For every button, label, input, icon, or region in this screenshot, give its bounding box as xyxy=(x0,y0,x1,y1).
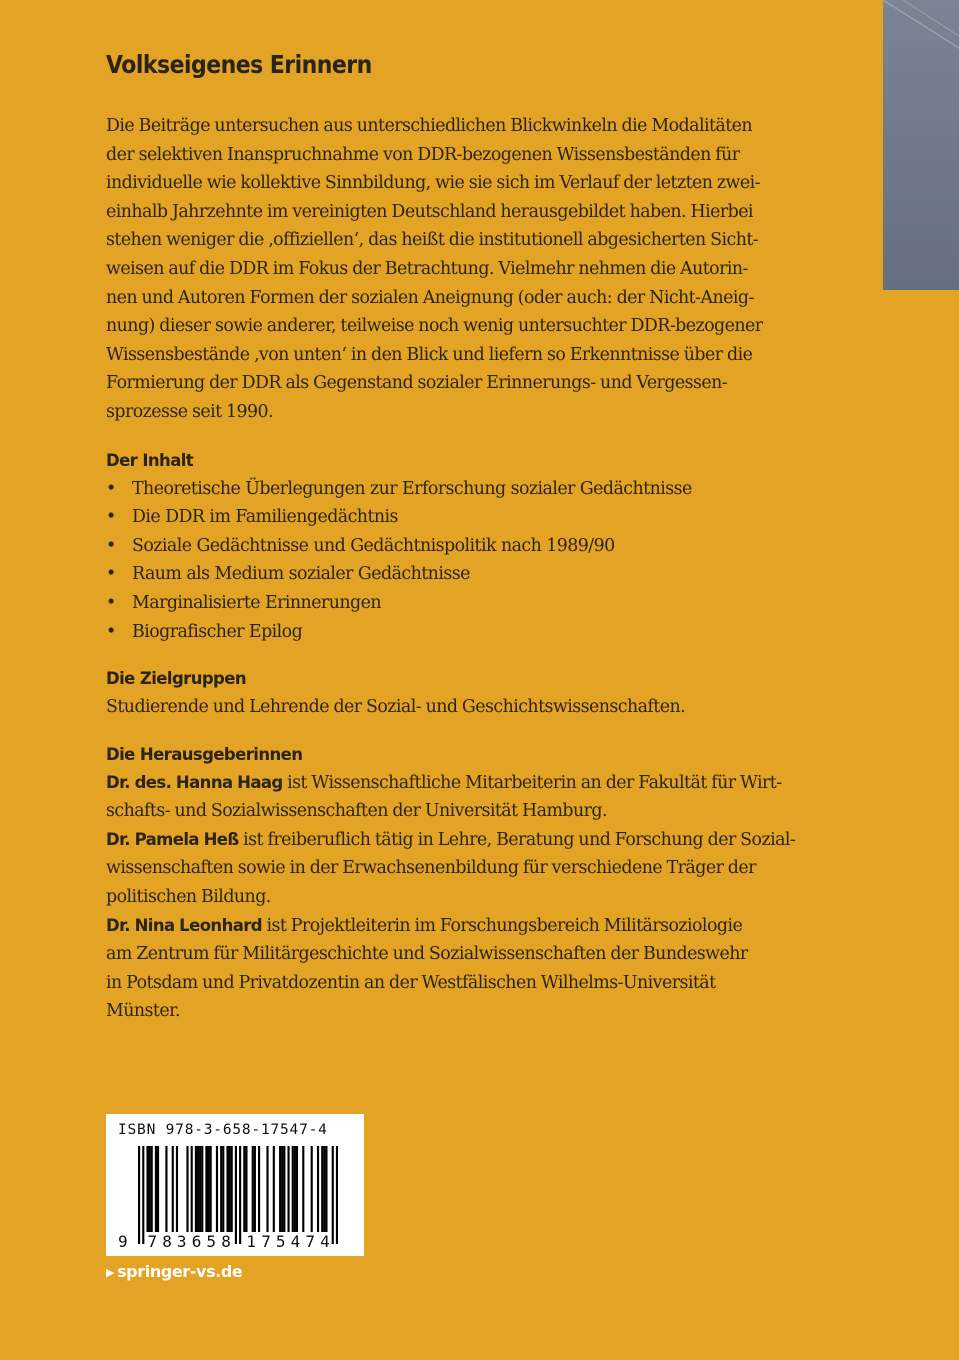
book-title: Volkseigenes Erinnern xyxy=(106,50,372,79)
barcode-bar xyxy=(332,1146,334,1244)
intro-paragraph xyxy=(106,112,818,427)
list-item-text: Soziale Gedächtnisse und Gedächtnispolitik nach 1989/90 xyxy=(132,535,615,556)
ean-digit: 4 xyxy=(290,1232,301,1251)
bullet-icon: • xyxy=(106,621,116,642)
barcode-bar xyxy=(321,1146,323,1232)
intro-line: Die Beiträge untersuchen aus unterschiedlichen Blickwinkeln die Modalitäten xyxy=(106,116,753,136)
editor-hess xyxy=(106,826,818,912)
barcode-bar xyxy=(151,1146,153,1232)
barcode-bar xyxy=(155,1146,157,1232)
editor-line: in Potsdam und Privatdozentin an der Westfälischen Wilhelms-Universität xyxy=(106,972,716,993)
barcode-bar xyxy=(149,1146,151,1232)
editor-name: Dr. Nina Leonhard xyxy=(106,915,262,935)
intro-line: nung) dieser sowie anderer, teilweise noch wenig untersuchter DDR-bezogener xyxy=(106,316,763,337)
corner-graphic xyxy=(883,0,959,290)
editor-line xyxy=(106,826,818,855)
barcode-bar xyxy=(294,1146,296,1232)
barcode-bar xyxy=(273,1146,275,1232)
barcode-bar xyxy=(279,1146,281,1232)
section-heading-zielgruppen: Die Zielgruppen xyxy=(106,669,247,689)
editor-line: am Zentrum für Militärgeschichte und Sozialwissenschaften der Bundeswehr xyxy=(106,944,748,965)
intro-line: individuelle wie kollektive Sinnbildung, wie sie sich im Verlauf der letzten zwei- xyxy=(106,173,760,194)
barcode-bar xyxy=(266,1146,268,1232)
editor-line: wissenschaften sowie in der Erwachsenenbildung für verschiedene Träger der xyxy=(106,858,756,879)
barcode-bar xyxy=(229,1146,231,1232)
isbn-label: ISBN 978-3-658-17547-4 xyxy=(118,1122,328,1138)
list-item-text: Biografischer Epilog xyxy=(132,621,303,642)
barcode-bar xyxy=(207,1146,209,1232)
intro-line: stehen weniger die ‚offiziellen‘, das heißt die institutionell abgesicherten Sicht- xyxy=(106,230,759,251)
barcode-bar xyxy=(287,1146,289,1232)
barcode-bar xyxy=(195,1146,197,1232)
barcode-bar xyxy=(281,1146,283,1232)
barcode-icon xyxy=(138,1146,338,1244)
barcode-bar xyxy=(142,1146,144,1244)
ean-digit: 3 xyxy=(176,1232,187,1251)
barcode-bar xyxy=(323,1146,325,1232)
editor-line: politischen Bildung. xyxy=(106,887,271,908)
ean-digit: 6 xyxy=(191,1232,202,1251)
barcode-bar xyxy=(138,1146,140,1244)
section-heading-inhalt: Der Inhalt xyxy=(106,450,194,470)
barcode-bar xyxy=(191,1146,193,1232)
list-item xyxy=(106,618,818,647)
list-item xyxy=(106,475,818,504)
barcode-bar xyxy=(226,1146,228,1232)
intro-line: nen und Autoren Formen der sozialen Aneignung (oder auch: der Nicht-Aneig- xyxy=(106,287,754,308)
list-item-text: Raum als Medium sozialer Gedächtnisse xyxy=(132,564,470,585)
barcode-bar xyxy=(336,1146,338,1244)
barcode-bar xyxy=(243,1146,245,1232)
barcode-bar xyxy=(254,1146,256,1232)
editor-haag xyxy=(106,769,818,826)
barcode-bar xyxy=(157,1146,159,1232)
editor-name: Dr. Pamela Heß xyxy=(106,829,239,849)
ean-digit: 1 xyxy=(246,1232,257,1251)
ean-digits xyxy=(106,1232,364,1252)
section-zielgruppen xyxy=(106,665,818,722)
barcode-bar xyxy=(231,1146,233,1232)
isbn-barcode-box xyxy=(106,1114,364,1256)
publisher-link[interactable] xyxy=(106,1262,242,1281)
section-inhalt xyxy=(106,447,818,647)
content-list xyxy=(106,475,818,647)
barcode-bar xyxy=(186,1146,188,1232)
editor-line: schafts- und Sozialwissenschaften der Universität Hamburg. xyxy=(106,801,607,822)
barcode-bar xyxy=(311,1146,313,1232)
barcode-bar xyxy=(165,1146,167,1232)
list-item-text: Theoretische Überlegungen zur Erforschung sozialer Gedächtnisse xyxy=(132,478,692,499)
corner-diagonal-lines xyxy=(883,0,959,290)
bullet-icon: • xyxy=(106,507,116,528)
editor-text: ist freiberuflich tätig in Lehre, Beratung und Forschung der Sozial- xyxy=(238,829,796,850)
bullet-icon: • xyxy=(106,592,116,613)
play-arrow-icon: ▶ xyxy=(106,1266,115,1279)
barcode-bar xyxy=(210,1146,212,1232)
barcode-bar xyxy=(146,1146,148,1232)
barcode-bar xyxy=(317,1146,319,1232)
barcode-bar xyxy=(245,1146,247,1232)
barcode-bar xyxy=(216,1146,218,1232)
editor-leonhard xyxy=(106,912,818,1026)
list-item-text: Marginalisierte Erinnerungen xyxy=(132,592,381,613)
barcode-bar xyxy=(235,1146,237,1244)
intro-line: sprozesse seit 1990. xyxy=(106,401,274,422)
barcode-bar xyxy=(222,1146,224,1232)
ean-digit: 4 xyxy=(320,1232,330,1251)
bullet-icon: • xyxy=(106,535,116,556)
ean-digit: 8 xyxy=(221,1232,231,1251)
editor-line xyxy=(106,769,818,798)
barcode-bar xyxy=(325,1146,327,1232)
ean-digit: 7 xyxy=(147,1232,158,1251)
barcode-bar xyxy=(201,1146,203,1232)
editor-text: ist Wissenschaftliche Mitarbeiterin an der Fakultät für Wirt- xyxy=(282,772,782,793)
barcode-bar xyxy=(220,1146,222,1232)
barcode-bar xyxy=(283,1146,285,1232)
ean-digit: 7 xyxy=(261,1232,271,1251)
intro-line: weisen auf die DDR im Fokus der Betrachtung. Vielmehr nehmen die Autorin- xyxy=(106,258,748,279)
barcode-bar xyxy=(258,1146,260,1232)
barcode-bar xyxy=(197,1146,199,1232)
editor-line xyxy=(106,912,818,941)
list-item xyxy=(106,560,818,589)
intro-line: Formierung der DDR als Gegenstand sozialer Erinnerungs- und Vergessen- xyxy=(106,373,728,394)
section-herausgeberinnen xyxy=(106,741,818,1026)
bullet-icon: • xyxy=(106,564,116,585)
ean-digit: 7 xyxy=(305,1232,316,1251)
list-item xyxy=(106,532,818,561)
editor-text: ist Projektleiterin im Forschungsbereich Militärsoziologie xyxy=(262,915,743,936)
intro-line: einhalb Jahrzehnte im vereinigten Deutschland herausgebildet haben. Hierbei xyxy=(106,201,753,222)
ean-digit: 5 xyxy=(275,1232,286,1251)
ean-digit: 5 xyxy=(206,1232,217,1251)
barcode-bar xyxy=(292,1146,294,1232)
barcode-bar xyxy=(296,1146,298,1232)
barcode-bar xyxy=(239,1146,241,1244)
barcode-bar xyxy=(199,1146,201,1232)
publisher-url: springer-vs.de xyxy=(117,1262,243,1281)
list-item xyxy=(106,503,818,532)
section-heading-herausgeberinnen: Die Herausgeberinnen xyxy=(106,744,303,764)
intro-line: der selektiven Inanspruchnahme von DDR-bezogenen Wissensbeständen für xyxy=(106,144,740,165)
editor-name: Dr. des. Hanna Haag xyxy=(106,772,283,792)
barcode-bar xyxy=(302,1146,304,1232)
back-cover-text xyxy=(106,48,818,1026)
intro-line: Wissensbestände ‚von unten‘ in den Blick und liefern so Erkenntnisse über die xyxy=(106,344,753,365)
barcode-bar xyxy=(172,1146,174,1232)
list-item-text: Die DDR im Familiengedächtnis xyxy=(132,507,398,528)
list-item xyxy=(106,589,818,618)
ean-digit: 8 xyxy=(162,1232,172,1251)
ean-digit: 9 xyxy=(118,1232,128,1251)
barcode-bar xyxy=(205,1146,207,1232)
editor-line: Münster. xyxy=(106,1001,180,1022)
bullet-icon: • xyxy=(106,478,116,499)
barcode-bar xyxy=(252,1146,254,1232)
zielgruppen-text: Studierende und Lehrende der Sozial- und Geschichtswissenschaften. xyxy=(106,697,686,718)
barcode-bar xyxy=(176,1146,178,1232)
